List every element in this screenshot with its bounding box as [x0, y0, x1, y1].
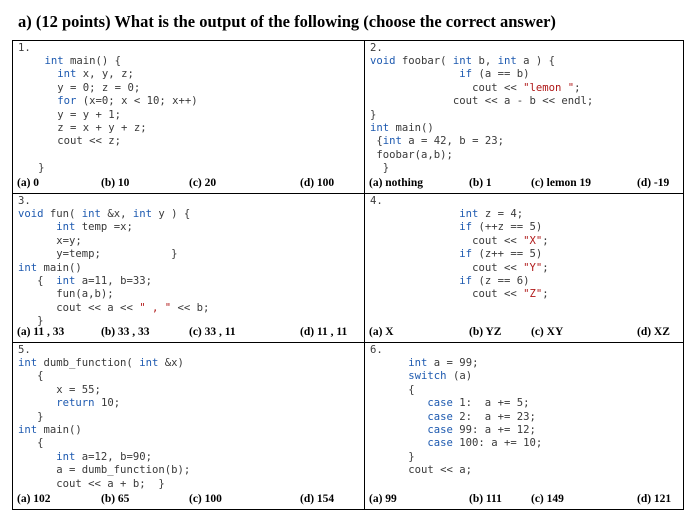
code-text: 10;: [94, 397, 121, 410]
code-string: "Z": [523, 288, 543, 301]
code-text: ;: [542, 234, 549, 247]
code-line: [18, 397, 190, 410]
code-string: " , ": [139, 301, 172, 314]
code-keyword: int: [382, 135, 402, 148]
code-block: [370, 208, 549, 302]
code-text: {: [408, 383, 415, 396]
code-line: [370, 437, 542, 450]
question-cell-4: [365, 194, 685, 342]
code-text: 99: a += 12;: [452, 424, 536, 437]
code-text: fun(: [43, 208, 82, 220]
code-line: [370, 248, 549, 261]
code-keyword: int: [44, 55, 64, 67]
code-line: [19, 122, 198, 135]
question-cell-2: [365, 41, 685, 193]
code-text: (a): [446, 370, 473, 383]
code-text: a = dumb_function(b);: [56, 464, 191, 477]
code-text: 2: a += 23;: [452, 410, 536, 423]
code-line: [18, 357, 190, 370]
code-text: }: [38, 162, 45, 175]
answer-option-c[interactable]: (c) 149: [531, 493, 564, 505]
code-text: a=12, b=90;: [75, 450, 152, 463]
code-line: [18, 208, 209, 221]
code-text: }: [37, 315, 44, 328]
answer-options: [13, 326, 364, 340]
code-line: [19, 68, 198, 81]
code-text: a = 42, b = 23;: [401, 135, 504, 148]
question-grid: [12, 40, 684, 510]
code-line: [19, 109, 198, 122]
code-text: z = x + y + z;: [57, 122, 147, 135]
code-line: [18, 478, 190, 491]
code-keyword: int: [497, 55, 517, 67]
code-keyword: if: [459, 221, 473, 234]
code-text: {: [37, 275, 57, 288]
code-text: {: [37, 437, 44, 450]
answer-options: [365, 326, 685, 340]
answer-option-a[interactable]: (a) 0: [17, 177, 40, 189]
code-line: [370, 384, 542, 397]
code-text: x = 55;: [56, 383, 101, 396]
code-text: dumb_function(: [37, 357, 140, 369]
code-text: y=temp; }: [56, 248, 178, 261]
code-text: x=y;: [56, 234, 82, 247]
code-keyword: switch: [408, 370, 447, 383]
answer-option-d[interactable]: (d) 154: [300, 493, 335, 505]
question-number: 2.: [370, 42, 383, 54]
answer-option-b[interactable]: (b) 10: [101, 177, 130, 189]
code-keyword: int: [56, 221, 76, 234]
code-keyword: case: [427, 424, 453, 437]
answer-option-b[interactable]: (b) YZ: [469, 326, 502, 338]
code-line: [18, 384, 190, 397]
code-keyword: int: [18, 424, 38, 437]
code-line: [19, 82, 198, 95]
code-text: &x,: [100, 208, 133, 220]
code-block: [370, 55, 593, 176]
answer-option-d[interactable]: (d) 100: [300, 177, 335, 189]
code-line: [370, 451, 542, 464]
code-line: [18, 437, 190, 450]
code-line: [370, 464, 542, 477]
code-line: [18, 424, 190, 437]
code-text: main() {: [63, 55, 122, 67]
code-block: [370, 357, 542, 478]
code-line: [18, 464, 190, 477]
code-text: &x): [158, 357, 184, 369]
code-text: }: [408, 450, 415, 463]
question-number: 3.: [18, 195, 31, 207]
answer-option-c[interactable]: (c) 20: [189, 177, 217, 189]
code-line: [370, 55, 593, 68]
answer-option-a[interactable]: (a) 99: [369, 493, 397, 505]
code-keyword: int: [18, 357, 38, 369]
code-text: a=11, b=33;: [75, 275, 152, 288]
answer-option-c[interactable]: (c) lemon 19: [531, 177, 592, 189]
code-line: [19, 135, 198, 148]
code-line: [18, 302, 209, 315]
code-line: [370, 68, 593, 81]
code-text: y ) {: [151, 208, 191, 220]
code-text: main(): [37, 261, 82, 274]
answer-option-c[interactable]: (c) XY: [531, 326, 564, 338]
code-text: foobar(a,b);: [370, 148, 453, 161]
question-cell-5: [13, 343, 364, 509]
code-line: [370, 135, 593, 148]
code-line: [370, 288, 549, 301]
answer-option-d[interactable]: (d) 11 , 11: [300, 326, 348, 338]
code-line: [19, 162, 198, 175]
answer-option-b[interactable]: (b) 65: [101, 493, 130, 505]
question-heading: a) (12 points) What is the output of the following (choose the correct answer): [18, 12, 556, 31]
code-keyword: int: [56, 450, 76, 463]
answer-option-b[interactable]: (b) 33 , 33: [101, 326, 150, 338]
code-keyword: int: [139, 357, 159, 369]
code-keyword: for: [57, 95, 77, 108]
code-text: }: [370, 108, 377, 121]
code-line: [370, 275, 549, 288]
answer-option-a[interactable]: (a) nothing: [369, 177, 423, 189]
code-text: cout << a + b; }: [56, 477, 165, 490]
code-text: foobar(: [395, 55, 453, 67]
code-keyword: int: [57, 68, 77, 81]
code-line: [18, 275, 209, 288]
code-line: [18, 248, 209, 261]
answer-options: [13, 177, 364, 191]
code-keyword: case: [427, 397, 453, 410]
code-keyword: int: [132, 208, 152, 220]
code-line: [370, 208, 549, 221]
code-line: [370, 262, 549, 275]
code-text: (z++ == 5): [472, 248, 543, 261]
code-string: "Y": [523, 261, 543, 274]
code-line: [18, 451, 190, 464]
answer-option-d[interactable]: (d) -19: [637, 177, 670, 189]
question-cell-6: [365, 343, 685, 509]
code-string: "lemon ": [523, 81, 575, 94]
code-text: }: [370, 162, 390, 175]
answer-option-c[interactable]: (c) 33 , 11: [189, 326, 236, 338]
code-text: ;: [574, 81, 581, 94]
code-text: (z == 6): [472, 275, 530, 288]
code-keyword: return: [56, 397, 95, 410]
code-keyword: int: [18, 261, 38, 274]
code-text: a = 99;: [427, 357, 479, 369]
answer-option-b[interactable]: (b) 1: [469, 177, 492, 189]
code-text: y = 0; z = 0;: [57, 81, 141, 94]
code-line: [370, 221, 549, 234]
code-text: {: [37, 370, 44, 383]
code-line: [370, 411, 542, 424]
code-text: (++z == 5): [472, 221, 543, 234]
code-line: [370, 122, 593, 135]
code-text: main(): [389, 122, 434, 135]
code-text: y = y + 1;: [57, 108, 122, 121]
code-keyword: int: [459, 208, 479, 220]
question-number: 6.: [370, 344, 383, 356]
answer-option-c[interactable]: (c) 100: [189, 493, 222, 505]
question-number: 5.: [18, 344, 31, 356]
code-line: [370, 424, 542, 437]
question-cell-3: [13, 194, 364, 342]
code-text: z = 4;: [478, 208, 524, 220]
answer-option-b[interactable]: (b) 111: [469, 493, 502, 505]
code-line: [370, 149, 593, 162]
code-text: 1: a += 5;: [452, 397, 530, 410]
code-text: cout << a <<: [56, 301, 140, 314]
code-keyword: void: [18, 208, 44, 220]
code-text: x, y, z;: [76, 68, 134, 81]
code-text: a ) {: [516, 55, 555, 67]
code-keyword: int: [56, 275, 76, 288]
question-number: 1.: [18, 42, 31, 54]
code-text: cout << a;: [408, 464, 473, 477]
code-block: [18, 208, 209, 329]
code-block: [19, 55, 198, 176]
code-keyword: void: [370, 55, 396, 67]
question-number: 4.: [370, 195, 383, 207]
code-line: [19, 149, 198, 162]
code-line: [370, 95, 593, 108]
code-keyword: int: [408, 357, 428, 369]
code-text: cout << z;: [57, 135, 122, 148]
answer-option-a[interactable]: (a) 11 , 33: [17, 326, 65, 338]
code-text: (x=0; x < 10; x++): [76, 95, 198, 108]
code-line: [370, 397, 542, 410]
code-line: [18, 262, 209, 275]
answer-options: [365, 177, 685, 191]
code-line: [18, 235, 209, 248]
code-line: [18, 221, 209, 234]
code-text: cout <<: [472, 261, 524, 274]
code-keyword: if: [459, 275, 473, 288]
code-line: [370, 162, 593, 175]
code-line: [19, 55, 198, 68]
code-line: [370, 82, 593, 95]
code-text: cout <<: [472, 81, 524, 94]
code-block: [18, 357, 190, 491]
answer-option-a[interactable]: (a) X: [369, 326, 394, 338]
answer-option-d[interactable]: (d) XZ: [637, 326, 670, 338]
code-text: {: [370, 135, 383, 148]
code-text: ;: [542, 261, 549, 274]
code-keyword: case: [427, 410, 453, 423]
code-keyword: case: [427, 437, 453, 450]
code-text: fun(a,b);: [56, 288, 114, 301]
code-text: cout <<: [472, 234, 524, 247]
code-text: (a == b): [472, 68, 530, 81]
code-keyword: if: [459, 248, 473, 261]
code-line: [19, 95, 198, 108]
code-keyword: if: [459, 68, 473, 81]
code-line: [370, 235, 549, 248]
code-line: [18, 411, 190, 424]
answer-option-a[interactable]: (a) 102: [17, 493, 51, 505]
code-text: cout << a - b << endl;: [452, 95, 594, 108]
answer-option-d[interactable]: (d) 121: [637, 493, 672, 505]
code-line: [18, 370, 190, 383]
code-line: [18, 288, 209, 301]
code-keyword: int: [81, 208, 101, 220]
code-line: [370, 357, 542, 370]
answer-options: [365, 493, 685, 507]
answer-options: [13, 493, 364, 507]
code-line: [370, 370, 542, 383]
code-text: main(): [37, 424, 82, 437]
code-string: "X": [523, 234, 543, 247]
code-text: ;: [542, 288, 549, 301]
code-text: b,: [472, 55, 498, 67]
code-text: << b;: [171, 301, 210, 314]
code-text: 100: a += 10;: [452, 437, 543, 450]
question-cell-1: [13, 41, 364, 193]
code-keyword: int: [452, 55, 473, 67]
code-text: }: [37, 410, 44, 423]
code-keyword: int: [370, 122, 390, 135]
code-text: cout <<: [472, 288, 524, 301]
code-text: temp =x;: [75, 221, 133, 234]
code-line: [370, 109, 593, 122]
